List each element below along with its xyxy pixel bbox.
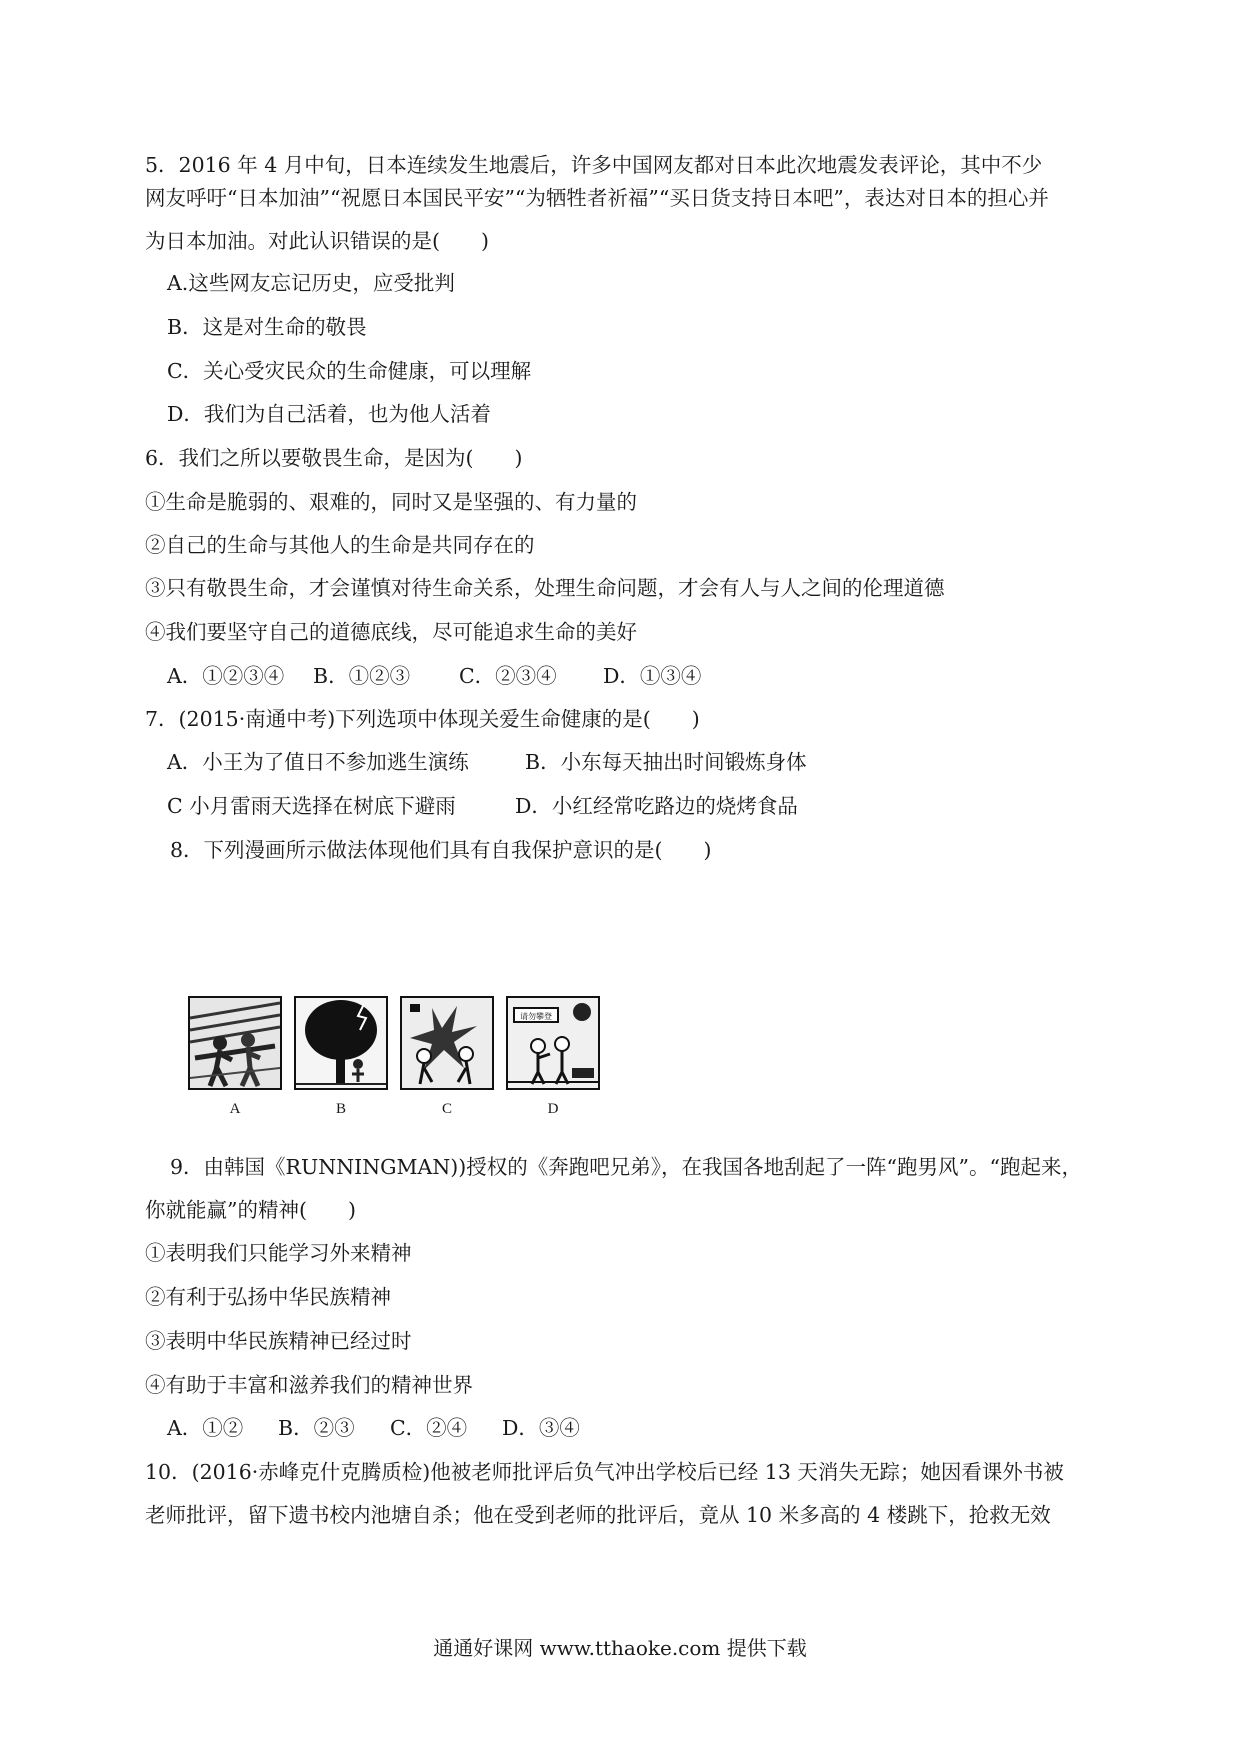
- q7-options-row-2: [167, 791, 798, 821]
- q5-option-b: B．这是对生命的敬畏: [167, 315, 367, 339]
- comic-label-a: A: [229, 1101, 241, 1117]
- q7-stem: 7．(2015·南通中考)下列选项中体现关爱生命健康的是( ): [145, 707, 700, 731]
- q7-options-row-1: [167, 747, 807, 777]
- q6-stem: 6．我们之所以要敬畏生命，是因为( ): [145, 446, 523, 470]
- q7-option-a: A．小王为了值日不参加逃生演练: [167, 750, 469, 774]
- q6-option-b: B．①②③: [313, 664, 411, 688]
- comic-d-drawing: [508, 998, 598, 1088]
- comic-a-drawing: [190, 998, 280, 1088]
- page-footer: 通通好课网 www.tthaoke.com 提供下载: [433, 1636, 807, 1660]
- q5-option-c: C．关心受灾民众的生命健康，可以理解: [167, 359, 532, 383]
- comic-label-b: B: [335, 1101, 346, 1117]
- q5-line-2: 网友呼吁“日本加油”“祝愿日本国民平安”“为牺牲者祈福”“买日货支持日本吧”，表达对日本的担心并: [145, 186, 1049, 210]
- q6-statement-2: ②自己的生命与其他人的生命是共同存在的: [145, 533, 535, 557]
- q9-statement-3: ③表明中华民族精神已经过时: [145, 1329, 412, 1353]
- comic-panel-b: [294, 996, 388, 1090]
- q9-line-2: 你就能赢”的精神( ): [145, 1198, 356, 1222]
- comic-panel-d: [506, 996, 600, 1090]
- q6-option-d: D．①③④: [603, 664, 702, 688]
- q8-stem: 8．下列漫画所示做法体现他们具有自我保护意识的是( ): [170, 838, 712, 862]
- q7-option-b: B．小东每天抽出时间锻炼身体: [525, 750, 807, 774]
- q9-statement-1: ①表明我们只能学习外来精神: [145, 1241, 412, 1265]
- q9-option-d: D．③④: [502, 1416, 580, 1440]
- q7-option-c: C 小月雷雨天选择在树底下避雨: [167, 794, 456, 818]
- q6-option-c: C．②③④: [459, 664, 557, 688]
- q5-option-d: D．我们为自己活着，也为他人活着: [167, 402, 491, 426]
- q7-option-d: D．小红经常吃路边的烧烤食品: [515, 794, 798, 818]
- comic-strip: [188, 996, 618, 1126]
- comic-d-sign-text: 请勿攀登: [520, 1012, 552, 1021]
- q9-options: [167, 1413, 580, 1443]
- comic-panel-a: [188, 996, 282, 1090]
- q9-statement-4: ④有助于丰富和滋养我们的精神世界: [145, 1373, 473, 1397]
- q10-line-1: 10．(2016·赤峰克什克腾质检)他被老师批评后负气冲出学校后已经 13 天消失无踪；她因看课外书被: [145, 1460, 1064, 1484]
- q5-line-3: 为日本加油。对此认识错误的是( ): [145, 229, 489, 253]
- comic-label-c: C: [441, 1101, 452, 1117]
- q6-statement-1: ①生命是脆弱的、艰难的，同时又是坚强的、有力量的: [145, 490, 637, 514]
- comic-b-drawing: [296, 998, 386, 1088]
- q6-statement-3: ③只有敬畏生命，才会谨慎对待生命关系，处理生命问题，才会有人与人之间的伦理道德: [145, 576, 945, 600]
- q6-option-a: A．①②③④: [167, 664, 285, 688]
- q9-option-c: C．②④: [390, 1416, 468, 1440]
- comic-label-d: D: [547, 1101, 559, 1117]
- q5-option-a: A.这些网友忘记历史，应受批判: [167, 271, 455, 295]
- q9-line-1: 9．由韩国《RUNNINGMAN))授权的《奔跑吧兄弟》，在我国各地刮起了一阵“跑男风”。“跑起来，: [170, 1155, 1082, 1179]
- q10-line-2: 老师批评，留下遗书校内池塘自杀；他在受到老师的批评后，竟从 10 米多高的 4 楼跳下，抢救无效: [145, 1503, 1051, 1527]
- comic-c-drawing: [402, 998, 492, 1088]
- q6-options: [167, 661, 701, 691]
- q9-option-b: B．②③: [278, 1416, 355, 1440]
- q9-option-a: A．①②: [167, 1416, 244, 1440]
- q9-statement-2: ②有利于弘扬中华民族精神: [145, 1285, 391, 1309]
- q6-statement-4: ④我们要坚守自己的道德底线，尽可能追求生命的美好: [145, 620, 637, 644]
- q5-line-1: 5．2016 年 4 月中旬，日本连续发生地震后，许多中国网友都对日本此次地震发表评论，其中不少: [145, 153, 1043, 177]
- comic-panel-c: [400, 996, 494, 1090]
